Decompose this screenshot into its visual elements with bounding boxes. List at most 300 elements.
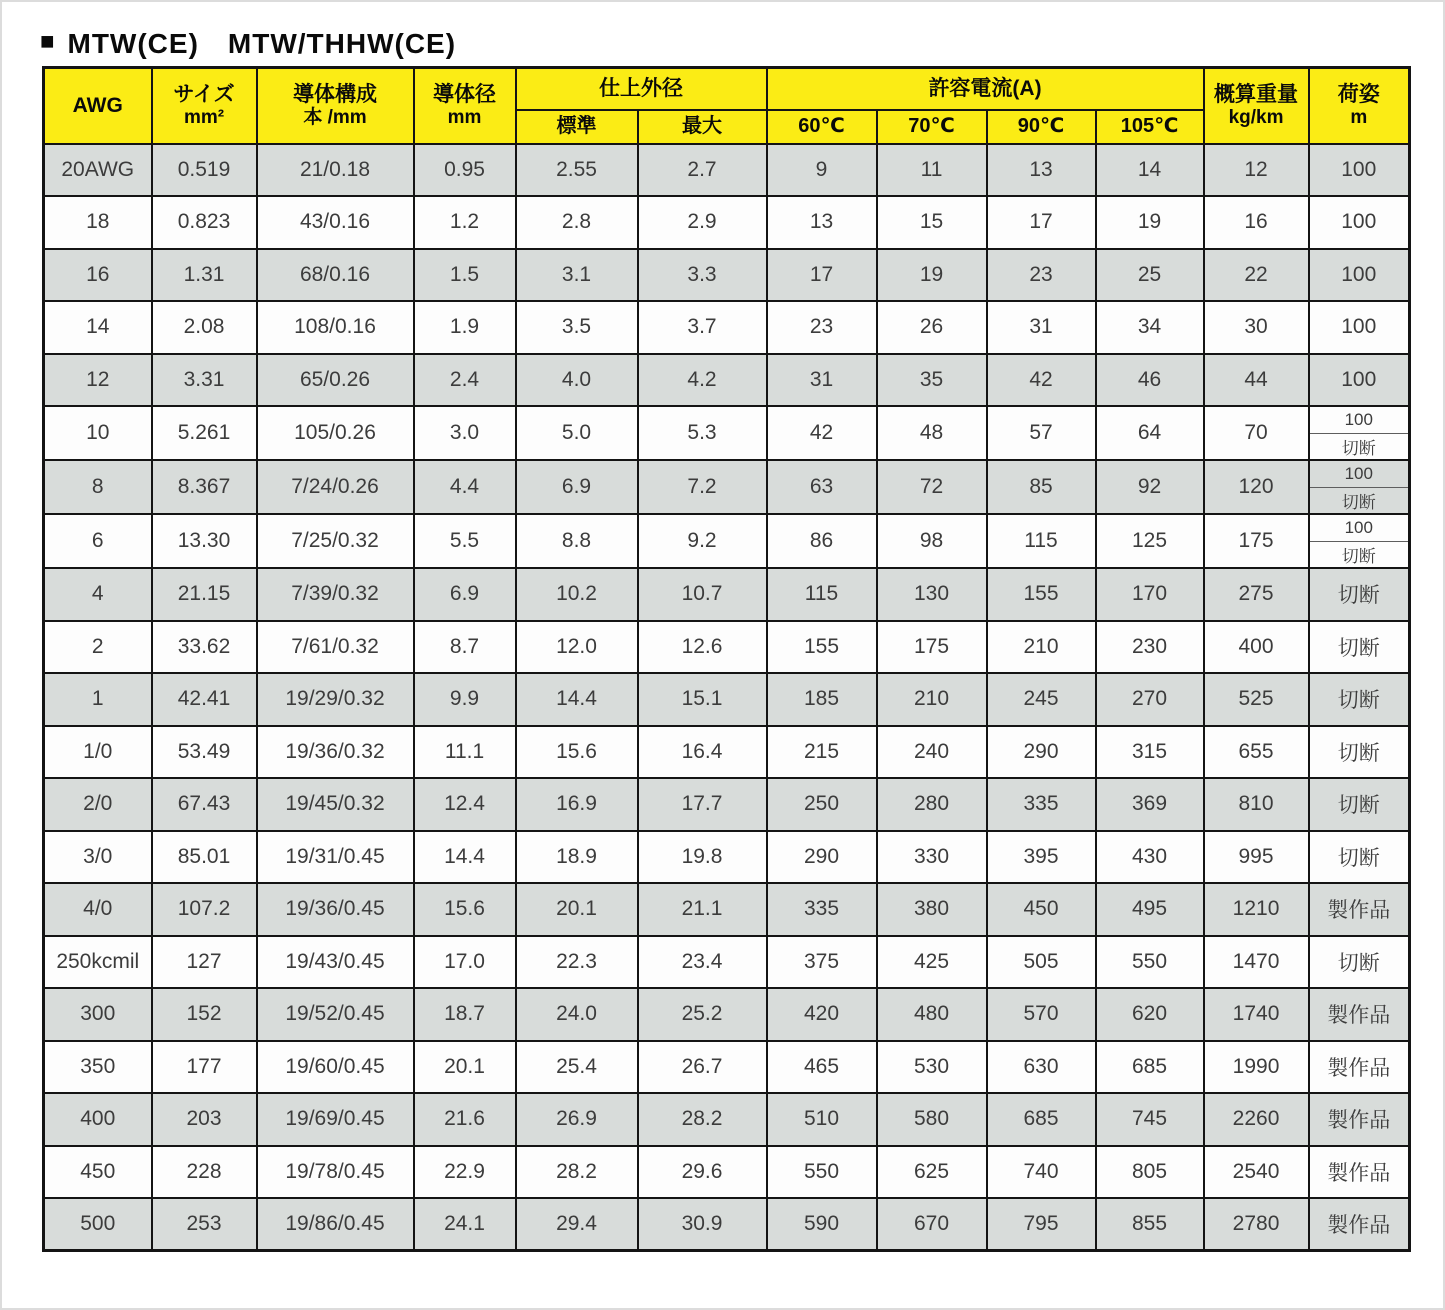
- cell-a90: 505: [987, 936, 1096, 989]
- cell-a70: 425: [877, 936, 987, 989]
- cell-packing: 切断: [1309, 621, 1410, 674]
- cell-weight: 44: [1204, 354, 1309, 407]
- cell-diameter: 18.7: [414, 988, 516, 1041]
- header-finished-od-group: 仕上外径: [516, 68, 767, 110]
- cell-size: 127: [152, 936, 257, 989]
- cell-size: 0.823: [152, 196, 257, 249]
- packing-split-cell: [1310, 407, 1409, 459]
- cell-a60: 550: [767, 1146, 877, 1199]
- cell-a105: 369: [1096, 778, 1204, 831]
- cell-a60: 63: [767, 460, 877, 514]
- cell-size: 5.261: [152, 406, 257, 460]
- cell-size: 3.31: [152, 354, 257, 407]
- packing-top-value: 100: [1344, 517, 1373, 537]
- cell-od-max: 30.9: [638, 1198, 767, 1251]
- cell-diameter: 20.1: [414, 1041, 516, 1094]
- cell-a60: 23: [767, 301, 877, 354]
- cell-packing: [1309, 406, 1410, 460]
- cell-od-std: 29.4: [516, 1198, 638, 1251]
- cell-a70: 48: [877, 406, 987, 460]
- cell-a105: 14: [1096, 144, 1204, 197]
- cell-od-max: 12.6: [638, 621, 767, 674]
- cell-conductor: 105/0.26: [257, 406, 414, 460]
- cell-weight: 810: [1204, 778, 1309, 831]
- cell-conductor: 7/25/0.32: [257, 514, 414, 568]
- cell-diameter: 5.5: [414, 514, 516, 568]
- cell-a90: 23: [987, 249, 1096, 302]
- table-row: [44, 988, 1410, 1041]
- cell-diameter: 4.4: [414, 460, 516, 514]
- cell-od-std: 3.5: [516, 301, 638, 354]
- header-conductor: 導体構成 本 /mm: [257, 68, 414, 144]
- cell-size: 33.62: [152, 621, 257, 674]
- cell-packing: 100: [1309, 301, 1410, 354]
- cell-od-max: 26.7: [638, 1041, 767, 1094]
- cell-od-std: 25.4: [516, 1041, 638, 1094]
- packing-bottom-value: 切断: [1310, 487, 1409, 514]
- table-row: [44, 514, 1410, 568]
- cell-a105: 430: [1096, 831, 1204, 884]
- cell-od-max: 3.3: [638, 249, 767, 302]
- cell-size: 42.41: [152, 673, 257, 726]
- cell-diameter: 9.9: [414, 673, 516, 726]
- cell-size: 228: [152, 1146, 257, 1199]
- table-row: [44, 354, 1410, 407]
- cell-od-std: 10.2: [516, 568, 638, 621]
- cell-size: 53.49: [152, 726, 257, 779]
- cell-conductor: 7/39/0.32: [257, 568, 414, 621]
- cell-packing: 切断: [1309, 568, 1410, 621]
- cell-od-max: 16.4: [638, 726, 767, 779]
- cell-diameter: 22.9: [414, 1146, 516, 1199]
- cell-a105: 745: [1096, 1093, 1204, 1146]
- cell-od-std: 22.3: [516, 936, 638, 989]
- packing-split-cell: [1310, 515, 1409, 567]
- packing-bottom-value: 切断: [1310, 541, 1409, 568]
- cell-conductor: 19/78/0.45: [257, 1146, 414, 1199]
- cell-a60: 31: [767, 354, 877, 407]
- cell-a70: 72: [877, 460, 987, 514]
- cell-awg: 250kcmil: [44, 936, 152, 989]
- cell-packing: 製作品: [1309, 1093, 1410, 1146]
- cell-od-std: 3.1: [516, 249, 638, 302]
- cell-od-max: 17.7: [638, 778, 767, 831]
- cell-size: 85.01: [152, 831, 257, 884]
- cell-a60: 17: [767, 249, 877, 302]
- cell-weight: 2780: [1204, 1198, 1309, 1251]
- table-header: [44, 68, 1410, 144]
- cell-a70: 480: [877, 988, 987, 1041]
- cell-diameter: 15.6: [414, 883, 516, 936]
- cell-conductor: 19/86/0.45: [257, 1198, 414, 1251]
- cell-awg: 16: [44, 249, 152, 302]
- table-row: [44, 1146, 1410, 1199]
- cell-od-std: 18.9: [516, 831, 638, 884]
- cell-awg: 1/0: [44, 726, 152, 779]
- cell-a105: 170: [1096, 568, 1204, 621]
- cell-a70: 330: [877, 831, 987, 884]
- cell-packing: 100: [1309, 249, 1410, 302]
- cell-diameter: 21.6: [414, 1093, 516, 1146]
- cell-conductor: 19/36/0.45: [257, 883, 414, 936]
- cell-awg: 350: [44, 1041, 152, 1094]
- cell-awg: 1: [44, 673, 152, 726]
- cell-od-std: 6.9: [516, 460, 638, 514]
- cell-od-std: 2.55: [516, 144, 638, 197]
- cell-od-max: 3.7: [638, 301, 767, 354]
- wire-spec-table: [42, 66, 1411, 1252]
- cell-awg: 2: [44, 621, 152, 674]
- cell-od-max: 2.7: [638, 144, 767, 197]
- cell-a70: 130: [877, 568, 987, 621]
- cell-weight: 525: [1204, 673, 1309, 726]
- cell-conductor: 19/43/0.45: [257, 936, 414, 989]
- cell-diameter: 24.1: [414, 1198, 516, 1251]
- cell-a70: 625: [877, 1146, 987, 1199]
- cell-packing: 切断: [1309, 831, 1410, 884]
- cell-weight: 1740: [1204, 988, 1309, 1041]
- cell-a70: 240: [877, 726, 987, 779]
- cell-a70: 380: [877, 883, 987, 936]
- cell-packing: 100: [1309, 144, 1410, 197]
- cell-size: 0.519: [152, 144, 257, 197]
- header-od-standard: 標準: [516, 110, 638, 144]
- table-row: [44, 621, 1410, 674]
- header-ampacity-group: 許容電流(A): [767, 68, 1204, 110]
- cell-weight: 655: [1204, 726, 1309, 779]
- packing-bottom-value: 切断: [1310, 433, 1409, 460]
- cell-conductor: 108/0.16: [257, 301, 414, 354]
- table-row: [44, 406, 1410, 460]
- cell-a90: 685: [987, 1093, 1096, 1146]
- cell-a60: 9: [767, 144, 877, 197]
- cell-od-std: 24.0: [516, 988, 638, 1041]
- cell-conductor: 43/0.16: [257, 196, 414, 249]
- cell-a70: 26: [877, 301, 987, 354]
- cell-a70: 280: [877, 778, 987, 831]
- table-body: [44, 144, 1410, 1251]
- cell-packing: 100: [1309, 354, 1410, 407]
- cell-weight: 995: [1204, 831, 1309, 884]
- cell-a60: 13: [767, 196, 877, 249]
- cell-awg: 8: [44, 460, 152, 514]
- cell-a60: 290: [767, 831, 877, 884]
- cell-awg: 2/0: [44, 778, 152, 831]
- cell-size: 8.367: [152, 460, 257, 514]
- cell-od-max: 28.2: [638, 1093, 767, 1146]
- cell-conductor: 68/0.16: [257, 249, 414, 302]
- cell-od-max: 29.6: [638, 1146, 767, 1199]
- header-temp-105: 105℃: [1096, 110, 1204, 144]
- cell-weight: 1990: [1204, 1041, 1309, 1094]
- cell-a90: 450: [987, 883, 1096, 936]
- cell-awg: 4: [44, 568, 152, 621]
- table-row: [44, 1041, 1410, 1094]
- cell-od-max: 7.2: [638, 460, 767, 514]
- cell-od-std: 2.8: [516, 196, 638, 249]
- cell-conductor: 19/31/0.45: [257, 831, 414, 884]
- cell-a105: 25: [1096, 249, 1204, 302]
- cell-conductor: 19/60/0.45: [257, 1041, 414, 1094]
- header-awg: AWG: [44, 68, 152, 144]
- cell-packing: 100: [1309, 196, 1410, 249]
- cell-size: 13.30: [152, 514, 257, 568]
- header-temp-60: 60℃: [767, 110, 877, 144]
- header-size: サイズ mm²: [152, 68, 257, 144]
- cell-size: 67.43: [152, 778, 257, 831]
- cell-a105: 92: [1096, 460, 1204, 514]
- header-temp-70: 70℃: [877, 110, 987, 144]
- cell-od-std: 4.0: [516, 354, 638, 407]
- page-title: [40, 22, 456, 62]
- cell-a90: 115: [987, 514, 1096, 568]
- cell-conductor: 19/45/0.32: [257, 778, 414, 831]
- cell-weight: 2540: [1204, 1146, 1309, 1199]
- cell-awg: 20AWG: [44, 144, 152, 197]
- cell-weight: 22: [1204, 249, 1309, 302]
- cell-a105: 855: [1096, 1198, 1204, 1251]
- cell-a70: 210: [877, 673, 987, 726]
- cell-a105: 19: [1096, 196, 1204, 249]
- cell-od-max: 23.4: [638, 936, 767, 989]
- cell-a90: 740: [987, 1146, 1096, 1199]
- cell-size: 152: [152, 988, 257, 1041]
- cell-diameter: 12.4: [414, 778, 516, 831]
- cell-a70: 19: [877, 249, 987, 302]
- cell-a105: 125: [1096, 514, 1204, 568]
- cell-od-max: 15.1: [638, 673, 767, 726]
- cell-weight: 30: [1204, 301, 1309, 354]
- cell-od-std: 12.0: [516, 621, 638, 674]
- cell-conductor: 19/52/0.45: [257, 988, 414, 1041]
- cell-packing: 製作品: [1309, 1146, 1410, 1199]
- cell-a70: 580: [877, 1093, 987, 1146]
- table-row: [44, 936, 1410, 989]
- cell-size: 177: [152, 1041, 257, 1094]
- cell-a90: 335: [987, 778, 1096, 831]
- cell-diameter: 0.95: [414, 144, 516, 197]
- cell-a90: 630: [987, 1041, 1096, 1094]
- cell-od-max: 25.2: [638, 988, 767, 1041]
- cell-packing: 切断: [1309, 726, 1410, 779]
- cell-diameter: 14.4: [414, 831, 516, 884]
- cell-a70: 15: [877, 196, 987, 249]
- cell-od-max: 4.2: [638, 354, 767, 407]
- cell-awg: 4/0: [44, 883, 152, 936]
- table-row: [44, 144, 1410, 197]
- cell-a90: 795: [987, 1198, 1096, 1251]
- cell-od-max: 21.1: [638, 883, 767, 936]
- cell-a60: 375: [767, 936, 877, 989]
- cell-a60: 42: [767, 406, 877, 460]
- cell-weight: 1470: [1204, 936, 1309, 989]
- cell-a105: 685: [1096, 1041, 1204, 1094]
- cell-od-max: 2.9: [638, 196, 767, 249]
- cell-diameter: 8.7: [414, 621, 516, 674]
- cell-a105: 34: [1096, 301, 1204, 354]
- cell-awg: 12: [44, 354, 152, 407]
- cell-a90: 155: [987, 568, 1096, 621]
- cell-a105: 230: [1096, 621, 1204, 674]
- cell-weight: 2260: [1204, 1093, 1309, 1146]
- cell-od-std: 26.9: [516, 1093, 638, 1146]
- cell-awg: 300: [44, 988, 152, 1041]
- cell-awg: 6: [44, 514, 152, 568]
- cell-od-std: 5.0: [516, 406, 638, 460]
- cell-weight: 1210: [1204, 883, 1309, 936]
- cell-a60: 510: [767, 1093, 877, 1146]
- cell-diameter: 3.0: [414, 406, 516, 460]
- cell-a60: 86: [767, 514, 877, 568]
- cell-a60: 250: [767, 778, 877, 831]
- cell-a105: 270: [1096, 673, 1204, 726]
- cell-a60: 590: [767, 1198, 877, 1251]
- cell-a90: 570: [987, 988, 1096, 1041]
- cell-a105: 495: [1096, 883, 1204, 936]
- cell-od-std: 16.9: [516, 778, 638, 831]
- cell-packing: 製作品: [1309, 1041, 1410, 1094]
- cell-conductor: 19/36/0.32: [257, 726, 414, 779]
- table-row: [44, 883, 1410, 936]
- cell-a60: 215: [767, 726, 877, 779]
- cell-awg: 14: [44, 301, 152, 354]
- cell-od-max: 5.3: [638, 406, 767, 460]
- cell-packing: 製作品: [1309, 988, 1410, 1041]
- cell-conductor: 19/69/0.45: [257, 1093, 414, 1146]
- cell-a70: 11: [877, 144, 987, 197]
- cell-od-max: 10.7: [638, 568, 767, 621]
- cell-diameter: 17.0: [414, 936, 516, 989]
- cell-a90: 17: [987, 196, 1096, 249]
- cell-od-std: 28.2: [516, 1146, 638, 1199]
- cell-od-max: 9.2: [638, 514, 767, 568]
- cell-size: 1.31: [152, 249, 257, 302]
- cell-a70: 530: [877, 1041, 987, 1094]
- table-row: [44, 301, 1410, 354]
- cell-a90: 290: [987, 726, 1096, 779]
- table-row: [44, 1198, 1410, 1251]
- cell-conductor: 65/0.26: [257, 354, 414, 407]
- packing-top-value: 100: [1344, 409, 1373, 429]
- cell-a60: 155: [767, 621, 877, 674]
- cell-weight: 12: [1204, 144, 1309, 197]
- cell-size: 203: [152, 1093, 257, 1146]
- cell-a90: 13: [987, 144, 1096, 197]
- table-row: [44, 726, 1410, 779]
- cell-a105: 550: [1096, 936, 1204, 989]
- cell-a70: 175: [877, 621, 987, 674]
- cell-diameter: 11.1: [414, 726, 516, 779]
- cell-packing: [1309, 514, 1410, 568]
- cell-diameter: 1.9: [414, 301, 516, 354]
- cell-od-std: 15.6: [516, 726, 638, 779]
- cell-awg: 500: [44, 1198, 152, 1251]
- table-row: [44, 831, 1410, 884]
- table-row: [44, 196, 1410, 249]
- cell-a70: 670: [877, 1198, 987, 1251]
- cell-packing: 製作品: [1309, 883, 1410, 936]
- cell-conductor: 21/0.18: [257, 144, 414, 197]
- cell-size: 107.2: [152, 883, 257, 936]
- table-row: [44, 249, 1410, 302]
- cell-a90: 57: [987, 406, 1096, 460]
- cell-a105: 620: [1096, 988, 1204, 1041]
- cell-conductor: 19/29/0.32: [257, 673, 414, 726]
- cell-a60: 465: [767, 1041, 877, 1094]
- cell-size: 253: [152, 1198, 257, 1251]
- cell-awg: 10: [44, 406, 152, 460]
- table-row: [44, 673, 1410, 726]
- cell-size: 21.15: [152, 568, 257, 621]
- cell-packing: [1309, 460, 1410, 514]
- cell-weight: 275: [1204, 568, 1309, 621]
- cell-a105: 805: [1096, 1146, 1204, 1199]
- cell-diameter: 6.9: [414, 568, 516, 621]
- cell-packing: 製作品: [1309, 1198, 1410, 1251]
- cell-weight: 16: [1204, 196, 1309, 249]
- header-weight: 概算重量 kg/km: [1204, 68, 1309, 144]
- cell-packing: 切断: [1309, 778, 1410, 831]
- cell-diameter: 1.5: [414, 249, 516, 302]
- page-title-text: MTW(CE) MTW/THHW(CE): [67, 28, 457, 59]
- table-row: [44, 778, 1410, 831]
- cell-conductor: 7/24/0.26: [257, 460, 414, 514]
- packing-split-cell: [1310, 461, 1409, 513]
- cell-od-std: 8.8: [516, 514, 638, 568]
- table-row: [44, 568, 1410, 621]
- cell-od-std: 14.4: [516, 673, 638, 726]
- cell-a70: 35: [877, 354, 987, 407]
- cell-a105: 315: [1096, 726, 1204, 779]
- cell-a90: 42: [987, 354, 1096, 407]
- cell-a60: 420: [767, 988, 877, 1041]
- header-diameter: 導体径 mm: [414, 68, 516, 144]
- cell-awg: 400: [44, 1093, 152, 1146]
- cell-a105: 64: [1096, 406, 1204, 460]
- cell-awg: 18: [44, 196, 152, 249]
- cell-packing: 切断: [1309, 936, 1410, 989]
- header-temp-90: 90℃: [987, 110, 1096, 144]
- cell-a90: 210: [987, 621, 1096, 674]
- cell-a60: 115: [767, 568, 877, 621]
- cell-a70: 98: [877, 514, 987, 568]
- square-bullet-icon: ■: [40, 28, 56, 55]
- cell-a90: 85: [987, 460, 1096, 514]
- cell-weight: 70: [1204, 406, 1309, 460]
- header-od-max: 最大: [638, 110, 767, 144]
- cell-diameter: 1.2: [414, 196, 516, 249]
- header-packing: 荷姿 m: [1309, 68, 1410, 144]
- cell-od-max: 19.8: [638, 831, 767, 884]
- packing-top-value: 100: [1344, 463, 1373, 483]
- cell-size: 2.08: [152, 301, 257, 354]
- cell-packing: 切断: [1309, 673, 1410, 726]
- cell-a90: 245: [987, 673, 1096, 726]
- cell-awg: 450: [44, 1146, 152, 1199]
- cell-a105: 46: [1096, 354, 1204, 407]
- table-row: [44, 460, 1410, 514]
- cell-diameter: 2.4: [414, 354, 516, 407]
- cell-conductor: 7/61/0.32: [257, 621, 414, 674]
- cell-weight: 120: [1204, 460, 1309, 514]
- table-row: [44, 1093, 1410, 1146]
- cell-a90: 395: [987, 831, 1096, 884]
- cell-a90: 31: [987, 301, 1096, 354]
- cell-a60: 335: [767, 883, 877, 936]
- cell-a60: 185: [767, 673, 877, 726]
- cell-weight: 175: [1204, 514, 1309, 568]
- cell-weight: 400: [1204, 621, 1309, 674]
